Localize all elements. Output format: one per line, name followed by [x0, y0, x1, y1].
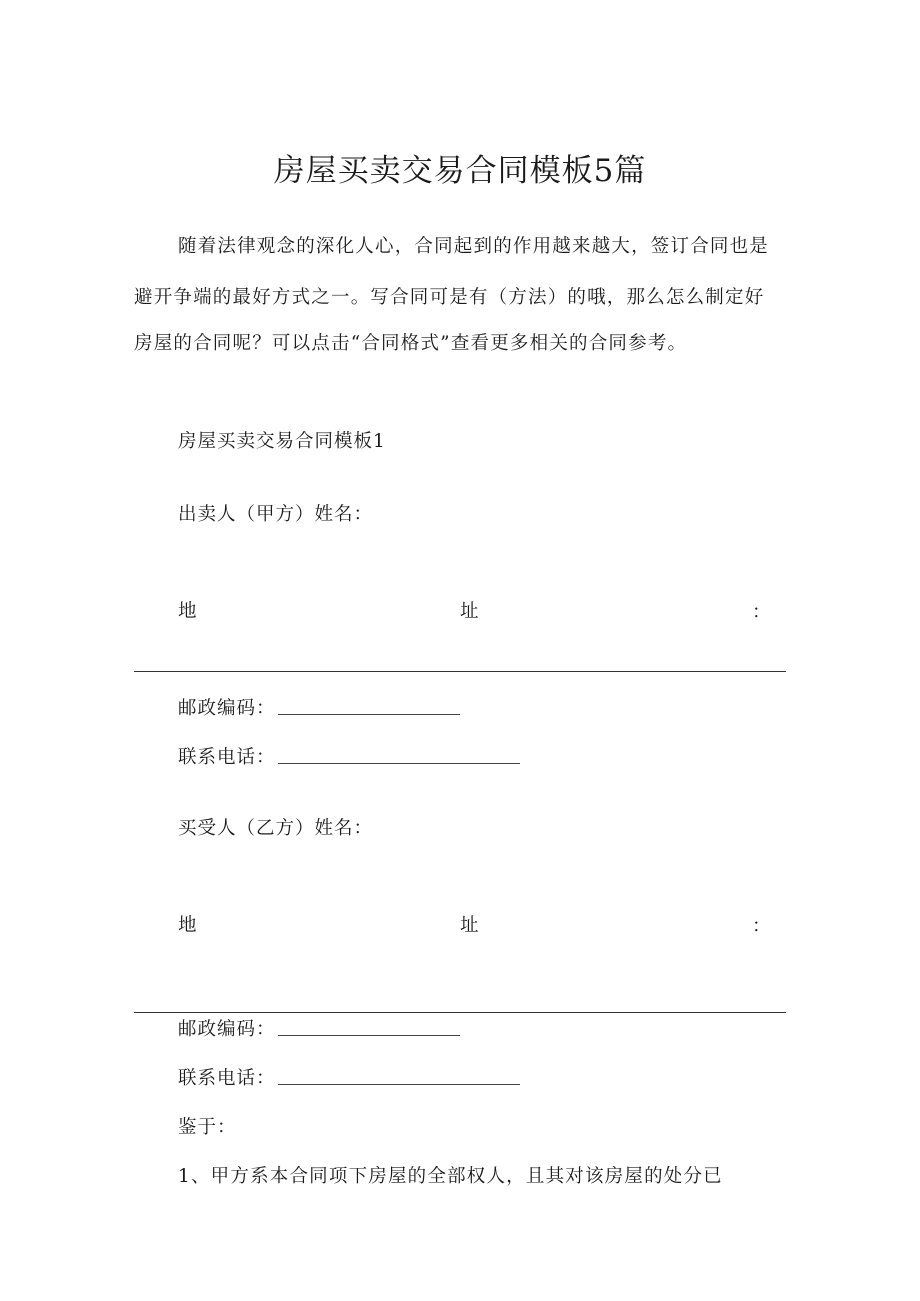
- buyer-phone-blank: [278, 1084, 520, 1085]
- section-heading: 房屋买卖交易合同模板1: [178, 431, 386, 452]
- seller-phone-label: 联系电话：: [178, 747, 276, 768]
- buyer-phone-label: 联系电话：: [178, 1068, 276, 1089]
- buyer-postcode-label: 邮政编码：: [178, 1019, 276, 1040]
- buyer-address-line: [134, 1012, 786, 1013]
- clause-1: 1、甲方系本合同项下房屋的全部权人，且其对该房屋的处分已: [178, 1166, 723, 1187]
- seller-postcode-label: 邮政编码：: [178, 698, 276, 719]
- seller-address-char-1: 地: [178, 601, 197, 622]
- seller-phone-blank: [278, 763, 520, 764]
- intro-line-1: 随着法律观念的深化人心，合同起到的作用越来越大，签订合同也是: [178, 236, 770, 257]
- seller-address-char-2: 址: [460, 601, 479, 622]
- whereas-label: 鉴于：: [178, 1117, 237, 1138]
- seller-address-colon: ：: [752, 602, 771, 623]
- buyer-address-colon: ：: [752, 916, 771, 937]
- buyer-address-char-2: 址: [460, 915, 479, 936]
- seller-postcode-blank: [278, 714, 460, 715]
- buyer-postcode-blank: [278, 1035, 460, 1036]
- intro-line-3: 房屋的合同呢？可以点击“合同格式”查看更多相关的合同参考。: [134, 333, 688, 354]
- seller-address-line: [134, 671, 786, 672]
- document-title: 房屋买卖交易合同模板5篇: [273, 153, 647, 189]
- seller-name-label: 出卖人（甲方）姓名：: [178, 504, 374, 525]
- buyer-name-label: 买受人（乙方）姓名：: [178, 818, 374, 839]
- intro-line-2: 避开争端的最好方式之一。写合同可是有（方法）的哦，那么怎么制定好: [134, 287, 765, 308]
- buyer-address-char-1: 地: [178, 915, 197, 936]
